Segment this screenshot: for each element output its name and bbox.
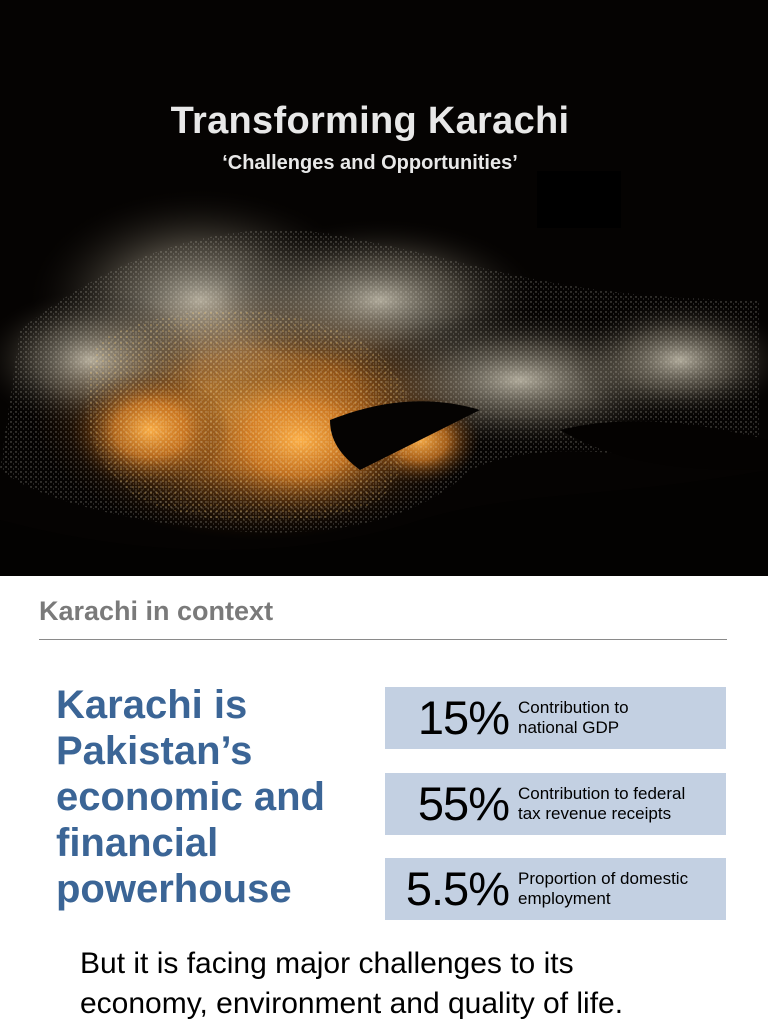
headline-line: Karachi is: [56, 683, 248, 727]
stat-label-line: tax revenue receipts: [518, 804, 672, 823]
headline-line: powerhouse: [56, 867, 292, 911]
closing-line: economy, environment and quality of life.: [80, 987, 624, 1020]
stat-value: 55%: [417, 777, 509, 830]
stat-value: 5.5%: [405, 862, 509, 915]
stat-label-line: Contribution to federal: [518, 784, 686, 803]
stat-box-gdp: [385, 687, 726, 749]
stat-box-employment: [385, 858, 726, 920]
stat-value: 15%: [417, 691, 509, 744]
headline-line: financial: [56, 821, 219, 865]
heading-divider: [39, 639, 727, 640]
closing-line: But it is facing major challenges to its: [80, 947, 574, 980]
stat-label-line: national GDP: [518, 718, 620, 737]
black-redaction-box: [537, 171, 621, 228]
headline-statement: [56, 682, 366, 912]
slide-title: Transforming Karachi: [170, 100, 570, 142]
stat-box-tax-revenue: [385, 773, 726, 835]
stat-label: [518, 698, 723, 738]
stat-label-line: employment: [518, 889, 611, 908]
headline-line: economic and: [56, 775, 325, 819]
slide-subtitle: ‘Challenges and Opportunities’: [222, 152, 518, 174]
stat-label-line: Contribution to: [518, 698, 629, 717]
section-heading: Karachi in context: [39, 596, 274, 626]
closing-statement: [80, 944, 760, 1024]
headline-line: Pakistan’s: [56, 729, 253, 773]
context-slide: [0, 576, 768, 1024]
stat-label: [518, 784, 723, 824]
stat-label-line: Proportion of domestic: [518, 869, 689, 888]
stat-label: [518, 869, 723, 909]
